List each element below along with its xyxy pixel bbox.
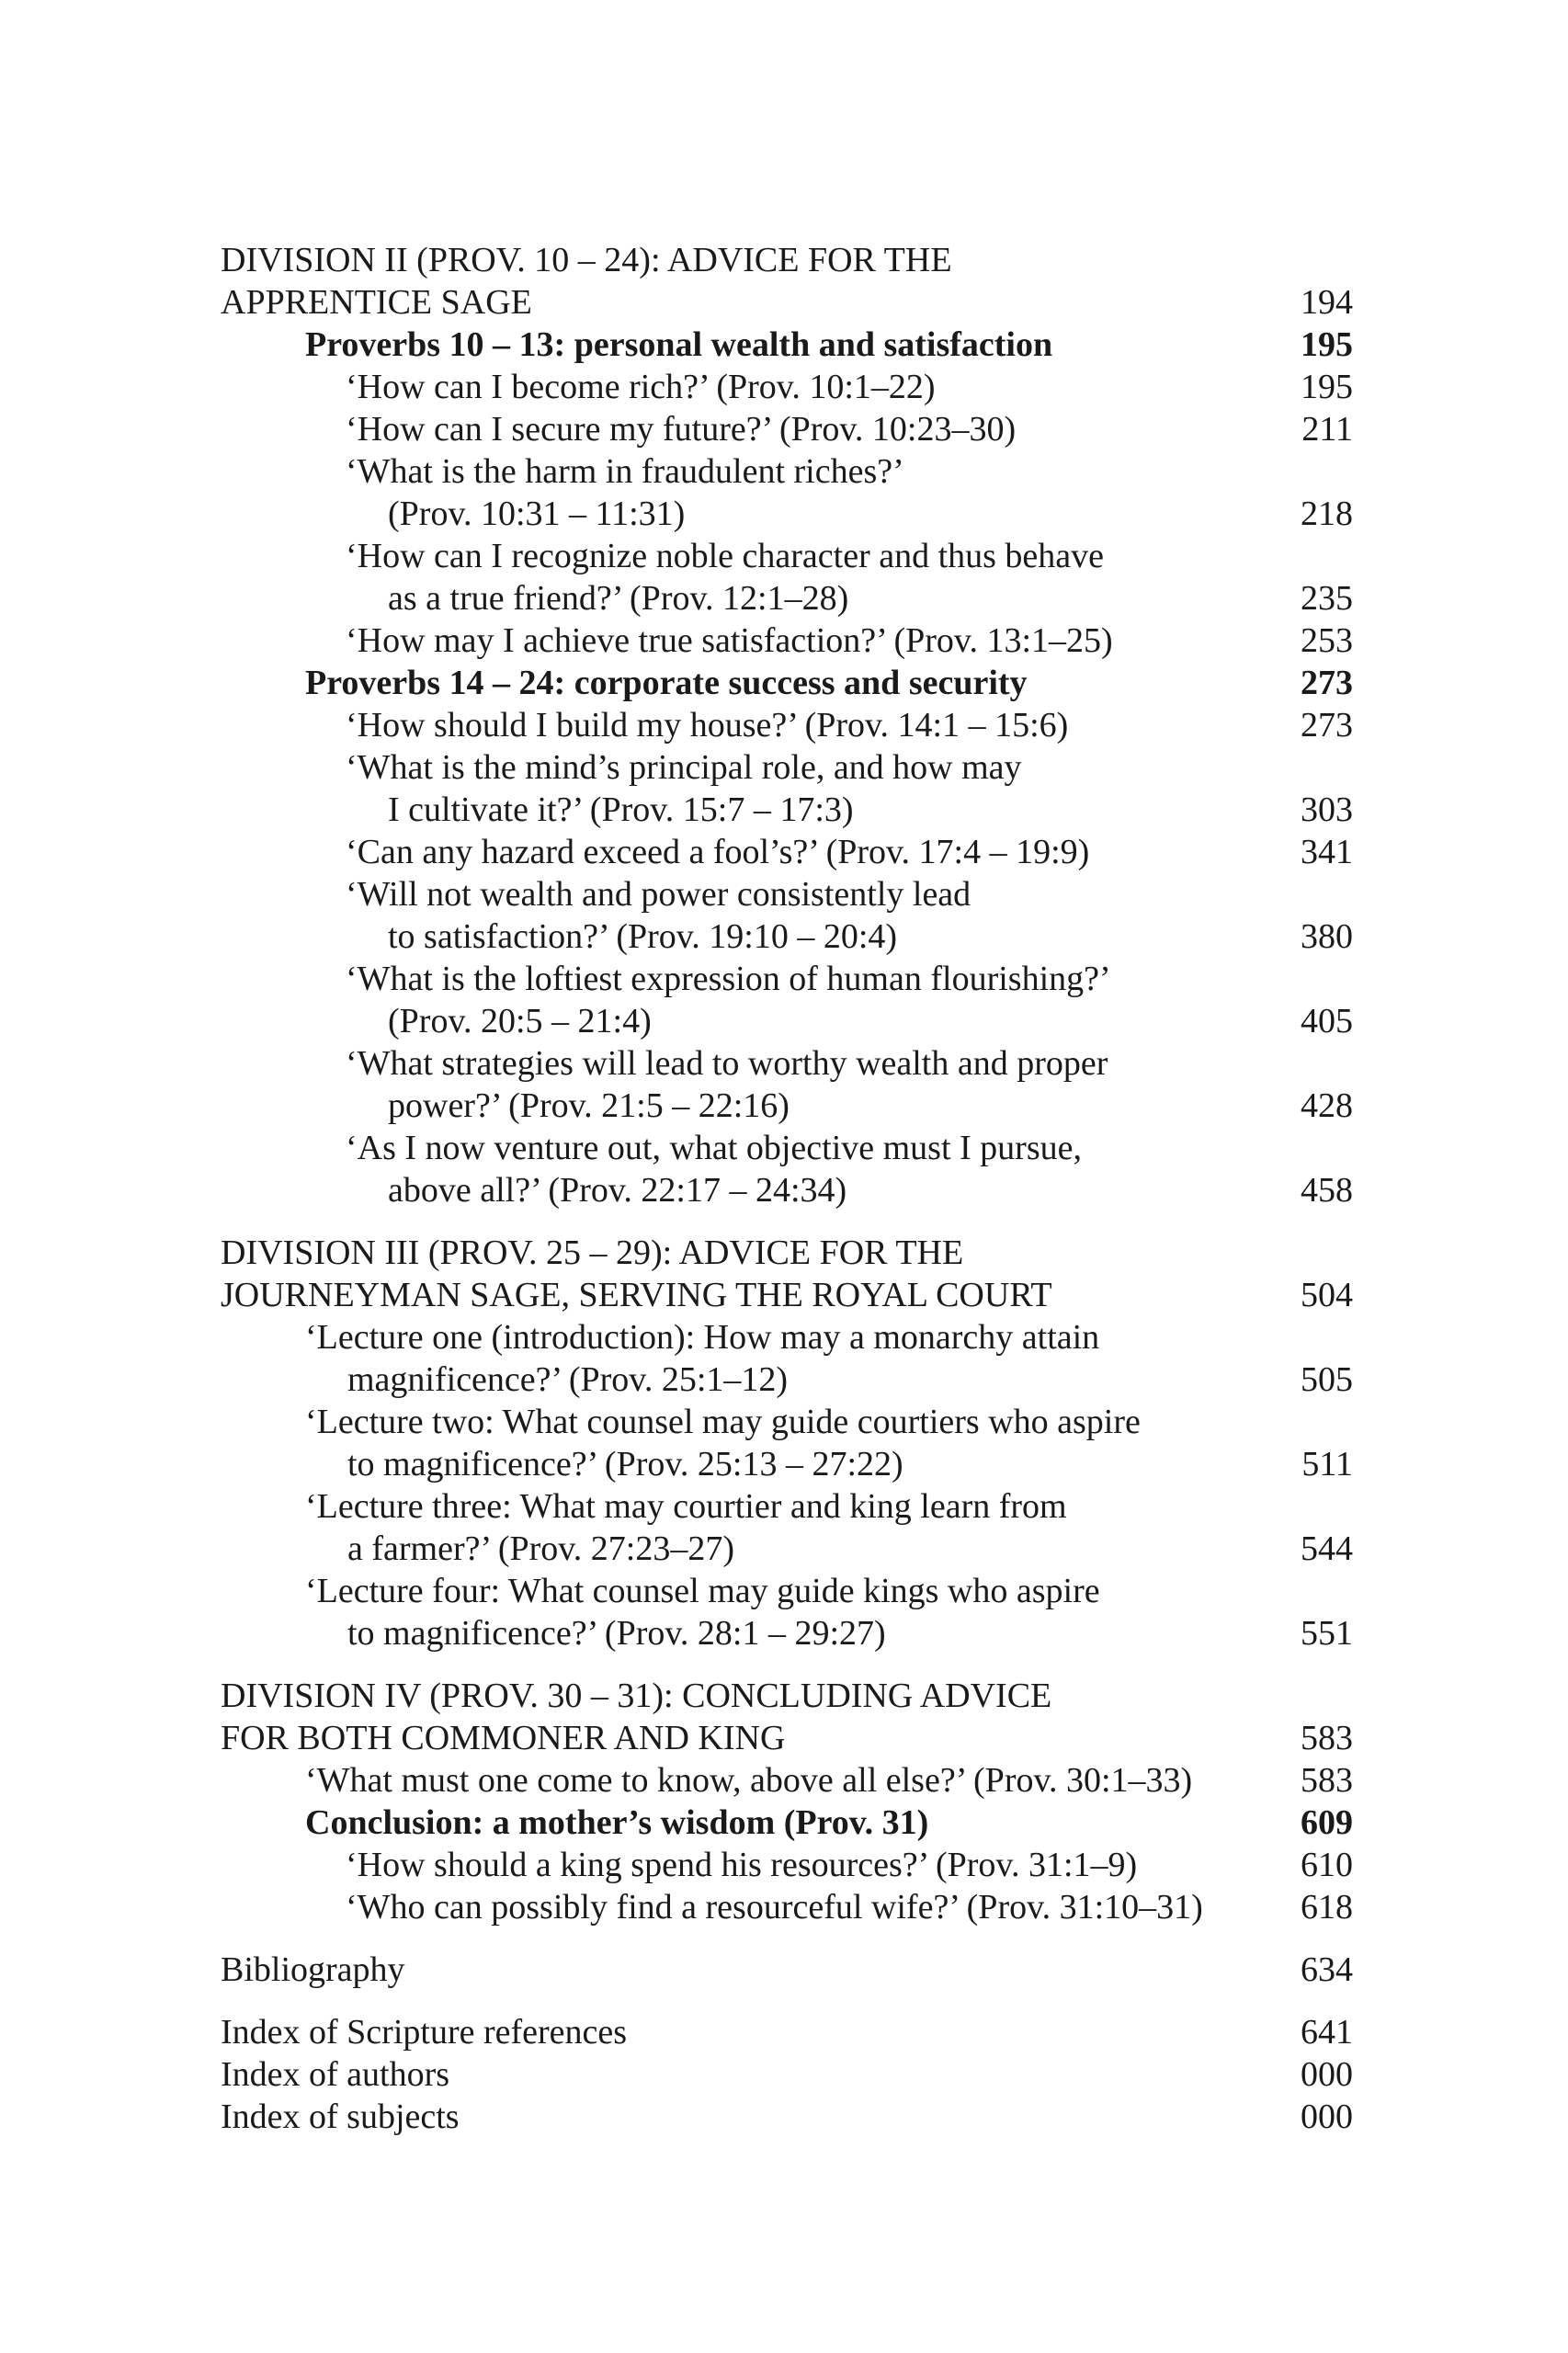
toc-entry-title	[305, 1316, 1353, 1401]
toc-entry-title-line: DIVISION IV (PROV. 30 – 31): CONCLUDING ADVICE	[221, 1677, 1052, 1715]
toc-entry	[221, 1675, 1353, 1759]
toc-entry-page-number: 195	[1301, 325, 1353, 364]
toc-entry-title-line: ‘How should I build my house?’ (Prov. 14:1 – 15:6)	[346, 706, 1069, 745]
toc-entry	[221, 535, 1353, 620]
toc-entry-title	[221, 1232, 1353, 1316]
toc-entry-title-line: APPRENTICE SAGE	[221, 283, 532, 322]
toc-entry	[221, 1844, 1353, 1886]
toc-entry-title	[305, 324, 1353, 366]
toc-entry	[221, 239, 1353, 324]
toc-entry-page-number: 000	[1301, 2097, 1353, 2136]
toc-entry-title-line: as a true friend?’ (Prov. 12:1–28)	[388, 579, 849, 618]
toc-entry-page-number: 235	[1301, 579, 1353, 618]
toc-entry-title-line: DIVISION III (PROV. 25 – 29): ADVICE FOR THE	[221, 1233, 964, 1272]
toc-entry-title-line: ‘Will not wealth and power consistently lead	[346, 875, 971, 914]
toc-entry-title	[346, 366, 1353, 408]
toc-entry-title	[346, 746, 1353, 831]
toc-entry-title	[305, 662, 1353, 704]
toc-entry-title	[346, 958, 1353, 1042]
toc-entry-title	[305, 1570, 1353, 1654]
toc-entry	[221, 831, 1353, 873]
toc-entry	[221, 1232, 1353, 1316]
toc-entry-title-line: magnificence?’ (Prov. 25:1–12)	[347, 1360, 789, 1399]
toc-entry-page-number: 618	[1301, 1888, 1353, 1927]
toc-entry	[221, 450, 1353, 535]
toc-entry-title	[221, 1949, 1353, 1991]
toc-entry-page-number: 341	[1301, 833, 1353, 871]
toc-entry-page-number: 218	[1301, 494, 1353, 533]
toc-entry	[221, 1802, 1353, 1844]
toc-entry-title	[346, 408, 1353, 450]
toc-entry-title	[305, 1485, 1353, 1570]
toc-entry-page-number: 380	[1301, 917, 1353, 956]
toc-entry	[221, 873, 1353, 958]
toc-entry-page-number: 303	[1301, 790, 1353, 829]
toc-entry-title-line: Proverbs 10 – 13: personal wealth and satisfaction	[305, 325, 1053, 364]
toc-entry-title-line: ‘What is the loftiest expression of human flourishing?’	[346, 960, 1111, 998]
toc-entry-title-line: ‘What is the mind’s principal role, and how may	[346, 748, 1022, 787]
toc-entry-title	[346, 1886, 1353, 1928]
toc-entry-title-line: ‘How can I recognize noble character and thus behave	[346, 537, 1105, 575]
table-of-contents	[221, 239, 1353, 2138]
toc-entry-title	[221, 2053, 1353, 2096]
toc-entry	[221, 366, 1353, 408]
toc-entry-page-number: 634	[1301, 1950, 1353, 1989]
toc-entry-page-number: 273	[1301, 706, 1353, 745]
toc-entry-page-number: 544	[1301, 1529, 1353, 1568]
toc-entry	[221, 1570, 1353, 1654]
toc-entry-title	[221, 2096, 1353, 2138]
toc-entry-title-line: (Prov. 10:31 – 11:31)	[388, 494, 686, 533]
toc-entry-title	[346, 620, 1353, 662]
toc-entry-title	[305, 1759, 1353, 1802]
toc-entry-title-line: to magnificence?’ (Prov. 28:1 – 29:27)	[347, 1614, 886, 1653]
toc-entry-title-line: DIVISION II (PROV. 10 – 24): ADVICE FOR THE	[221, 241, 952, 279]
toc-entry	[221, 1949, 1353, 1991]
toc-entry-title-line: a farmer?’ (Prov. 27:23–27)	[347, 1529, 735, 1568]
toc-entry	[221, 1485, 1353, 1570]
toc-entry	[221, 1127, 1353, 1211]
toc-entry-page-number: 428	[1301, 1086, 1353, 1125]
toc-entry-title-line: power?’ (Prov. 21:5 – 22:16)	[388, 1086, 790, 1125]
toc-entry-page-number: 609	[1301, 1803, 1353, 1842]
toc-entry-page-number: 511	[1301, 1445, 1353, 1483]
toc-entry-title	[221, 2011, 1353, 2053]
toc-entry-page-number: 405	[1301, 1002, 1353, 1040]
toc-entry	[221, 2053, 1353, 2096]
toc-entry-title-line: ‘What is the harm in fraudulent riches?’	[346, 452, 904, 491]
toc-entry	[221, 408, 1353, 450]
toc-entry-title-line: ‘How may I achieve true satisfaction?’ (Prov. 13:1–25)	[346, 621, 1113, 660]
toc-entry	[221, 1042, 1353, 1127]
toc-entry-title	[346, 704, 1353, 746]
toc-entry	[221, 746, 1353, 831]
toc-entry-title-line: to magnificence?’ (Prov. 25:13 – 27:22)	[347, 1445, 903, 1483]
toc-entry-title-line: ‘As I now venture out, what objective must I pursue,	[346, 1129, 1082, 1167]
toc-entry	[221, 2096, 1353, 2138]
toc-entry	[221, 1886, 1353, 1928]
toc-entry-page-number: 505	[1301, 1360, 1353, 1399]
toc-entry-title-line: to satisfaction?’ (Prov. 19:10 – 20:4)	[388, 917, 898, 956]
toc-entry-title	[346, 873, 1353, 958]
toc-entry	[221, 324, 1353, 366]
toc-entry-title-line: Conclusion: a mother’s wisdom (Prov. 31)	[305, 1803, 929, 1842]
toc-entry	[221, 620, 1353, 662]
toc-entry	[221, 662, 1353, 704]
toc-entry-title	[346, 1844, 1353, 1886]
toc-entry-title-line: ‘Lecture four: What counsel may guide kings who aspire	[305, 1572, 1100, 1610]
toc-entry-title	[346, 1042, 1353, 1127]
toc-entry-title	[221, 239, 1353, 324]
toc-entry-title-line: ‘Who can possibly find a resourceful wife?’ (Prov. 31:10–31)	[346, 1888, 1203, 1927]
toc-entry	[221, 1759, 1353, 1802]
toc-entry-page-number: 504	[1301, 1276, 1353, 1314]
toc-entry-page-number: 273	[1301, 664, 1353, 702]
toc-entry-page-number: 458	[1301, 1171, 1353, 1210]
toc-entry	[221, 1316, 1353, 1401]
toc-entry	[221, 1401, 1353, 1485]
toc-entry-page-number: 583	[1301, 1719, 1353, 1757]
toc-entry-title-line: Index of subjects	[221, 2097, 460, 2136]
toc-entry	[221, 2011, 1353, 2053]
toc-entry-title-line: ‘Lecture two: What counsel may guide courtiers who aspire	[305, 1403, 1141, 1441]
toc-entry-title-line: ‘Can any hazard exceed a fool’s?’ (Prov. 17:4 – 19:9)	[346, 833, 1090, 871]
toc-entry-title-line: ‘How should a king spend his resources?’ (Prov. 31:1–9)	[346, 1846, 1138, 1884]
toc-entry-title-line: above all?’ (Prov. 22:17 – 24:34)	[388, 1171, 847, 1210]
toc-entry-page-number: 000	[1301, 2055, 1353, 2094]
toc-entry-title-line: ‘Lecture three: What may courtier and king learn from	[305, 1487, 1067, 1526]
toc-entry-title	[305, 1401, 1353, 1485]
toc-entry-title-line: (Prov. 20:5 – 21:4)	[388, 1002, 652, 1040]
toc-entry-page-number: 195	[1301, 368, 1353, 406]
toc-entry-title-line: Proverbs 14 – 24: corporate success and security	[305, 664, 1028, 702]
toc-entry-page-number: 583	[1301, 1761, 1353, 1800]
toc-entry-title	[305, 1802, 1353, 1844]
toc-entry-title-line: ‘Lecture one (introduction): How may a monarchy attain	[305, 1318, 1100, 1357]
toc-entry-title-line: Index of authors	[221, 2055, 450, 2094]
toc-entry-title-line: ‘What must one come to know, above all else?’ (Prov. 30:1–33)	[305, 1761, 1193, 1800]
toc-entry-title	[346, 831, 1353, 873]
toc-entry-page-number: 253	[1301, 621, 1353, 660]
toc-entry-page-number: 641	[1301, 2013, 1353, 2052]
toc-entry-title-line: ‘How can I secure my future?’ (Prov. 10:23–30)	[346, 410, 1017, 449]
toc-entry-title	[346, 535, 1353, 620]
toc-entry-page-number: 551	[1301, 1614, 1353, 1653]
toc-entry-title-line: Index of Scripture references	[221, 2013, 628, 2052]
toc-entry-page-number: 211	[1301, 410, 1353, 449]
toc-entry-title-line: ‘What strategies will lead to worthy wealth and proper	[346, 1044, 1108, 1083]
toc-entry-title	[346, 450, 1353, 535]
toc-entry-page-number: 194	[1301, 283, 1353, 322]
toc-entry-title-line: I cultivate it?’ (Prov. 15:7 – 17:3)	[388, 790, 854, 829]
toc-entry	[221, 704, 1353, 746]
toc-entry-title-line: ‘How can I become rich?’ (Prov. 10:1–22)	[346, 368, 936, 406]
toc-entry-title	[221, 1675, 1353, 1759]
toc-entry-title-line: FOR BOTH COMMONER AND KING	[221, 1719, 786, 1757]
toc-entry-page-number: 610	[1301, 1846, 1353, 1884]
toc-entry-title	[346, 1127, 1353, 1211]
toc-entry	[221, 958, 1353, 1042]
toc-entry-title-line: Bibliography	[221, 1950, 405, 1989]
toc-entry-title-line: JOURNEYMAN SAGE, SERVING THE ROYAL COURT	[221, 1276, 1052, 1314]
